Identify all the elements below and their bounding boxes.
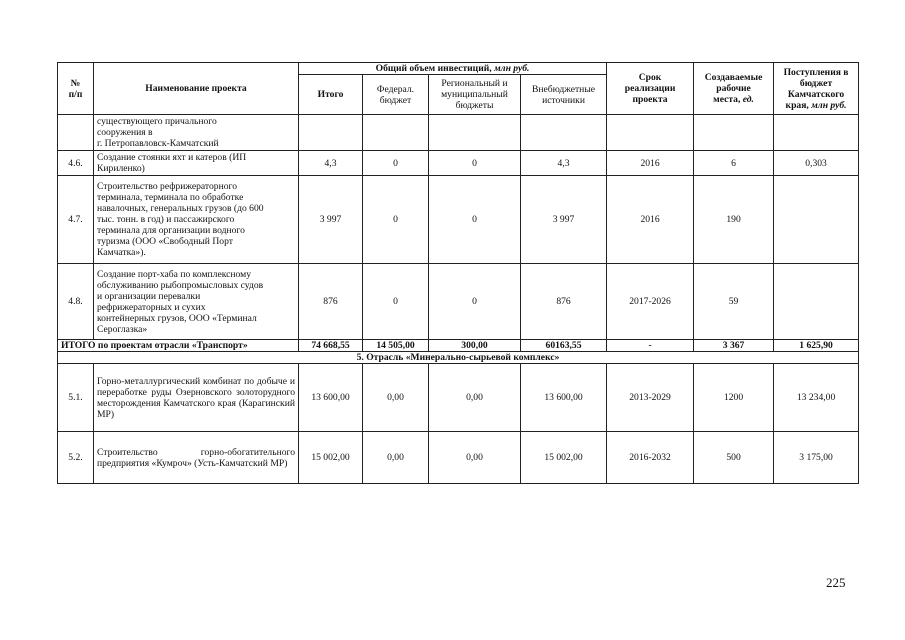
cell-num [58, 115, 94, 151]
cell-name: существующего причального сооружения в г. Петропавловск-Камчатский [94, 115, 299, 151]
header-investments: Общий объем инвестиций, млн руб. [299, 63, 607, 75]
cell-revenue: 1 625,90 [774, 340, 859, 352]
cell-regional: 0,00 [429, 364, 521, 432]
cell-revenue: 13 234,00 [774, 364, 859, 432]
cell-total: 876 [299, 264, 363, 340]
cell-regional: 0 [429, 176, 521, 264]
cell-revenue [774, 264, 859, 340]
cell-name: Создание порт-хаба по комплексному обслуживанию рыбопромысловых судов и организации перевалки рефрижераторных и сухих контейнерных грузов, ООО «Терминал Сероглазка» [94, 264, 299, 340]
cell-regional [429, 115, 521, 151]
cell-term: 2017-2026 [607, 264, 694, 340]
cell-total: 4,3 [299, 151, 363, 176]
cell-offbudget: 876 [521, 264, 607, 340]
cell-revenue [774, 115, 859, 151]
cell-name: Строительство рефрижераторного терминала, терминала по обработке навалочных, генеральных грузов (до 600 тыс. тонн. в год) и пассажирского терминала для организации водного туризма (ООО «Свободный Порт Камчатка»). [94, 176, 299, 264]
cell-jobs: 3 367 [694, 340, 774, 352]
cell-federal: 0,00 [363, 432, 429, 484]
page-number: 225 [826, 575, 846, 590]
header-offbudget: Внебюджетные источники [521, 75, 607, 115]
cell-regional: 0,00 [429, 432, 521, 484]
cell-total: 3 997 [299, 176, 363, 264]
table-row-4-7 [58, 176, 859, 264]
total-label: ИТОГО по проектам отрасли «Транспорт» [58, 340, 299, 352]
cell-num: 4.8. [58, 264, 94, 340]
cell-offbudget: 60163,55 [521, 340, 607, 352]
cell-num: 5.1. [58, 364, 94, 432]
header-regional: Региональный и муниципальный бюджеты [429, 75, 521, 115]
cell-term: - [607, 340, 694, 352]
cell-term: 2016-2032 [607, 432, 694, 484]
table-row-5-2 [58, 432, 859, 484]
cell-term: 2016 [607, 176, 694, 264]
cell-total: 15 002,00 [299, 432, 363, 484]
cell-name: Создание стоянки яхт и катеров (ИП Кириленко) [94, 151, 299, 176]
cell-name: Горно-металлургический комбинат по добыче и переработке руды Озерновского золоторудного месторождения Камчатского края (Карагинский МР) [94, 364, 299, 432]
cell-term: 2013-2029 [607, 364, 694, 432]
cell-total: 13 600,00 [299, 364, 363, 432]
cell-offbudget: 15 002,00 [521, 432, 607, 484]
section-header-row [58, 352, 859, 364]
cell-federal: 0 [363, 151, 429, 176]
cell-num: 5.2. [58, 432, 94, 484]
cell-federal: 14 505,00 [363, 340, 429, 352]
cell-jobs: 1200 [694, 364, 774, 432]
cell-revenue: 3 175,00 [774, 432, 859, 484]
cell-offbudget: 13 600,00 [521, 364, 607, 432]
transport-total-row [58, 340, 859, 352]
cell-jobs [694, 115, 774, 151]
table-row-4-6 [58, 151, 859, 176]
table-row-5-1 [58, 364, 859, 432]
header-federal: Федерал. бюджет [363, 75, 429, 115]
header-jobs: Создаваемые рабочие места, ед. [694, 63, 774, 115]
header-name: Наименование проекта [94, 63, 299, 115]
cell-offbudget: 3 997 [521, 176, 607, 264]
header-revenue: Поступления в бюджет Камчатского края, млн руб. [774, 63, 859, 115]
cell-jobs: 6 [694, 151, 774, 176]
cell-jobs: 190 [694, 176, 774, 264]
cell-jobs: 500 [694, 432, 774, 484]
cell-regional: 0 [429, 151, 521, 176]
header-num: № п/п [58, 63, 94, 115]
table-row-4-8 [58, 264, 859, 340]
cell-offbudget [521, 115, 607, 151]
cell-offbudget: 4,3 [521, 151, 607, 176]
cell-federal: 0,00 [363, 364, 429, 432]
table-row-continuation [58, 115, 859, 151]
header-total: Итого [299, 75, 363, 115]
cell-term [607, 115, 694, 151]
cell-total [299, 115, 363, 151]
cell-revenue [774, 176, 859, 264]
cell-revenue: 0,303 [774, 151, 859, 176]
cell-num: 4.6. [58, 151, 94, 176]
header-row-1 [58, 63, 859, 75]
header-term: Срок реализации проекта [607, 63, 694, 115]
investment-table [57, 62, 859, 484]
cell-term: 2016 [607, 151, 694, 176]
cell-total: 74 668,55 [299, 340, 363, 352]
section-title: 5. Отрасль «Минерально-сырьевой комплекс» [58, 352, 859, 364]
cell-regional: 0 [429, 264, 521, 340]
cell-regional: 300,00 [429, 340, 521, 352]
cell-federal: 0 [363, 176, 429, 264]
cell-name: Строительство горно-обогатительного предприятия «Кумроч» (Усть-Камчатский МР) [94, 432, 299, 484]
cell-federal: 0 [363, 264, 429, 340]
cell-federal [363, 115, 429, 151]
cell-jobs: 59 [694, 264, 774, 340]
cell-num: 4.7. [58, 176, 94, 264]
